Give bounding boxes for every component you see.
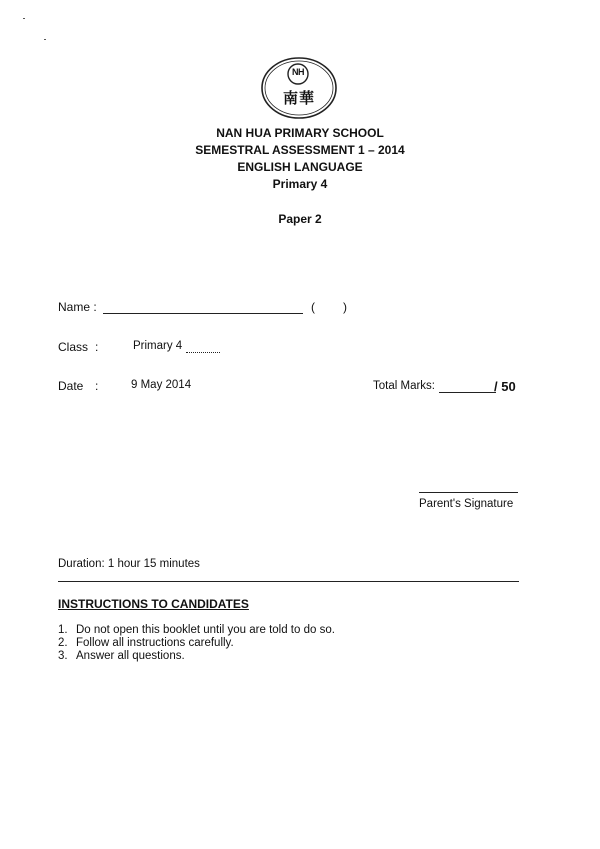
index-number-field[interactable]: [318, 300, 340, 314]
instruction-text: Follow all instructions carefully.: [76, 637, 234, 649]
instruction-number: 3.: [58, 650, 68, 662]
index-open-paren: (: [311, 300, 315, 314]
signature-line[interactable]: [419, 492, 518, 493]
duration-text: Duration: 1 hour 15 minutes: [58, 558, 200, 570]
school-crest-icon: [259, 56, 339, 120]
name-field-line[interactable]: [103, 313, 303, 314]
instruction-number: 2.: [58, 637, 68, 649]
paper-title: Paper 2: [278, 212, 322, 226]
assessment-title: SEMESTRAL ASSESSMENT 1 – 2014: [195, 143, 405, 157]
total-marks-max: / 50: [494, 379, 516, 394]
scan-speck: [23, 18, 25, 19]
logo-monogram: NH: [292, 67, 304, 77]
instruction-number: 1.: [58, 624, 68, 636]
instruction-text: Answer all questions.: [76, 650, 185, 662]
scan-speck: [44, 39, 46, 40]
class-value: Primary 4: [133, 340, 183, 352]
date-colon: :: [95, 379, 99, 393]
total-marks-label: Total Marks:: [373, 380, 435, 392]
level-title: Primary 4: [272, 177, 328, 191]
total-marks-line[interactable]: [439, 392, 496, 393]
logo-chinese-text: 南華: [282, 89, 315, 107]
instruction-text: Do not open this booklet until you are told to do so.: [76, 624, 335, 636]
class-label: Class: [58, 340, 89, 354]
date-label: Date: [58, 379, 84, 393]
instructions-heading: INSTRUCTIONS TO CANDIDATES: [58, 597, 249, 611]
signature-label: Parent's Signature: [419, 498, 514, 510]
name-label: Name :: [58, 300, 97, 314]
subject-title: ENGLISH LANGUAGE: [237, 160, 363, 174]
school-name: NAN HUA PRIMARY SCHOOL: [216, 126, 384, 140]
index-close-paren: ): [343, 300, 347, 314]
class-field-line[interactable]: [186, 352, 220, 353]
class-colon: :: [95, 340, 99, 354]
date-value: 9 May 2014: [131, 379, 192, 391]
divider: [58, 581, 519, 582]
